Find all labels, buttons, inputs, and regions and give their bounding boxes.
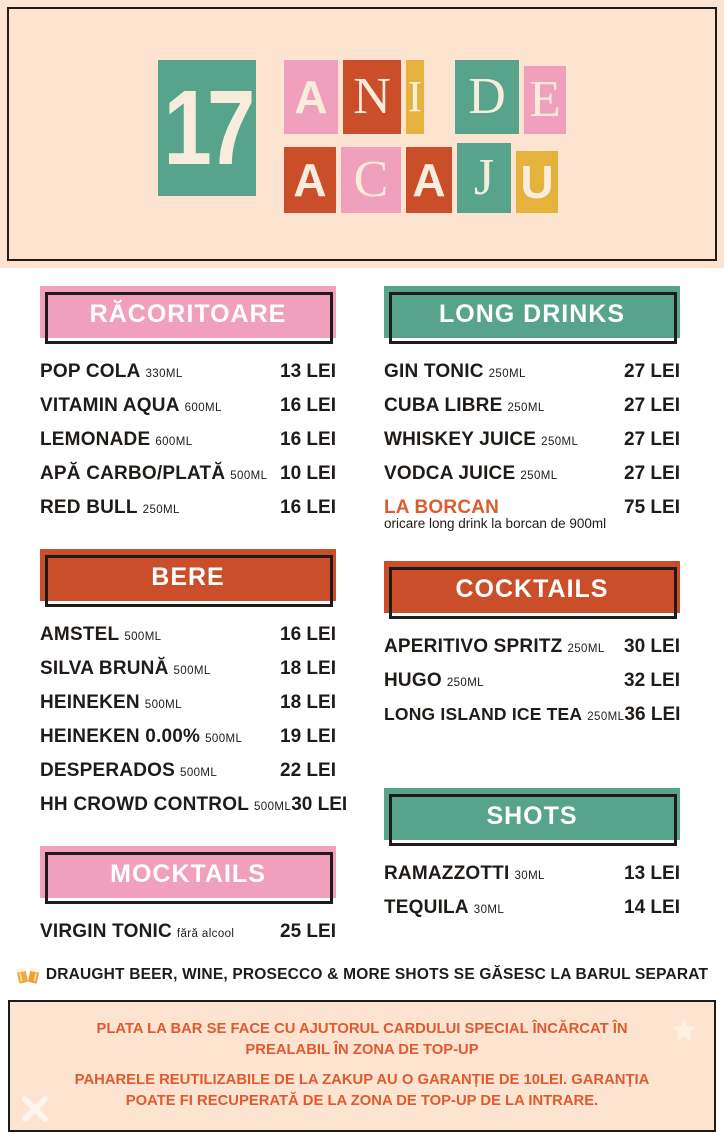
item-name: RED BULL — [40, 497, 138, 518]
menu-item — [384, 664, 680, 698]
logo-letter-tile: A — [284, 147, 336, 213]
item-size: 250ML — [142, 504, 180, 516]
section-title: RĂCORITOARE — [89, 299, 287, 328]
item-price: 27 LEI — [624, 463, 680, 484]
item-price: 18 LEI — [280, 658, 336, 679]
item-list — [40, 618, 348, 822]
item-name: HEINEKEN — [40, 692, 140, 713]
item-size: 600ML — [184, 402, 222, 414]
section-title: COCKTAILS — [455, 574, 609, 603]
x-icon — [20, 1094, 50, 1124]
section-bere — [40, 549, 348, 822]
logo-row-ani-de — [284, 60, 566, 134]
menu-item — [40, 355, 336, 389]
item-price: 22 LEI — [280, 760, 336, 781]
left-column — [40, 286, 348, 949]
section-title: BERE — [151, 562, 225, 591]
beer-mugs-icon — [16, 965, 40, 985]
item-price: 10 LEI — [280, 463, 336, 484]
menu-item — [40, 491, 336, 525]
item-name: AMSTEL — [40, 624, 120, 645]
logo-letter-tile: C — [341, 147, 401, 213]
item-size: 250ML — [488, 368, 526, 380]
logo-letter-tile: U — [516, 151, 558, 213]
item-price: 13 LEI — [280, 361, 336, 382]
menu-item — [40, 423, 336, 457]
anniversary-logo — [0, 0, 724, 213]
item-size: 250ML — [446, 677, 484, 689]
item-list — [384, 355, 680, 519]
menu-item-special — [384, 491, 680, 519]
item-name: CUBA LIBRE — [384, 395, 503, 416]
item-price: 16 LEI — [280, 395, 336, 416]
separate-bar-note — [0, 965, 724, 985]
item-name: GIN TONIC — [384, 361, 484, 382]
item-size: 600ML — [155, 436, 193, 448]
menu-item — [384, 457, 680, 491]
menu-item — [40, 389, 336, 423]
section-header — [40, 846, 336, 898]
item-price: 25 LEI — [280, 921, 336, 942]
menu-body — [0, 268, 724, 949]
menu-item — [384, 857, 680, 891]
menu-item — [40, 686, 336, 720]
section-title: SHOTS — [486, 801, 578, 830]
item-price: 14 LEI — [624, 897, 680, 918]
section-header — [40, 549, 336, 601]
menu-item — [384, 389, 680, 423]
item-name: LONG ISLAND ICE TEA — [384, 704, 583, 724]
item-name: APERITIVO SPRITZ — [384, 636, 563, 657]
item-price: 13 LEI — [624, 863, 680, 884]
item-size: 500ML — [205, 733, 243, 745]
menu-item — [384, 698, 680, 732]
logo-letter-tile: A — [406, 147, 452, 213]
item-name: RAMAZZOTTI — [384, 863, 510, 884]
section-cocktails — [384, 561, 680, 732]
logo-row-acaju — [284, 143, 566, 213]
item-price: 30 LEI — [624, 636, 680, 657]
menu-item — [384, 355, 680, 389]
item-name: LA BORCAN — [384, 497, 500, 518]
item-size: 250ML — [567, 643, 605, 655]
item-price: 16 LEI — [280, 624, 336, 645]
item-name: HUGO — [384, 670, 442, 691]
item-name: VODCA JUICE — [384, 463, 516, 484]
menu-item — [40, 754, 336, 788]
item-size: 30ML — [514, 870, 545, 882]
item-price: 30 LEI — [291, 794, 348, 815]
item-price: 18 LEI — [280, 692, 336, 713]
menu-item — [384, 891, 680, 925]
special-item-note: oricare long drink la borcan de 900ml — [384, 516, 607, 531]
logo-letter-tile: J — [457, 143, 511, 213]
item-price: 32 LEI — [624, 670, 680, 691]
item-size: 500ML — [254, 801, 292, 813]
section-title: LONG DRINKS — [439, 299, 625, 328]
item-size: 30ML — [473, 904, 505, 916]
menu-item — [40, 915, 336, 949]
menu-item — [40, 618, 336, 652]
notice-line-1: PLATA LA BAR SE FACE CU AJUTORUL CARDULUI SPECIAL ÎNCĂRCAT ÎN PREALABIL ÎN ZONA DE TOP-UP — [96, 1021, 628, 1058]
menu-item — [40, 652, 336, 686]
item-size: fără alcool — [176, 928, 235, 940]
logo-letters — [284, 60, 566, 213]
item-price: 36 LEI — [624, 704, 681, 725]
menu-item — [384, 423, 680, 457]
item-name: DESPERADOS — [40, 760, 176, 781]
item-price: 27 LEI — [624, 429, 680, 450]
section-header — [40, 286, 336, 338]
item-list — [40, 915, 336, 949]
section-racoritoare — [40, 286, 336, 525]
item-price: 27 LEI — [624, 361, 680, 382]
item-list — [384, 857, 680, 925]
section-header — [384, 286, 680, 338]
item-size: 500ML — [144, 699, 182, 711]
item-name: HEINEKEN 0.00% — [40, 726, 201, 747]
item-size: 500ML — [173, 665, 211, 677]
item-size: 500ML — [124, 631, 162, 643]
item-size: 250ML — [520, 470, 558, 482]
item-size: 250ML — [587, 711, 625, 723]
menu-item — [40, 720, 336, 754]
separate-bar-note-text: DRAUGHT BEER, WINE, PROSECCO & MORE SHOTS SE GĂSESC LA BARUL SEPARAT — [45, 966, 709, 983]
logo-letter-tile: D — [455, 60, 519, 134]
item-size: 330ML — [145, 368, 183, 380]
item-name: SILVA BRUNĂ — [40, 658, 169, 679]
section-title: MOCKTAILS — [110, 859, 266, 888]
header-banner — [0, 0, 724, 268]
logo-letter-tile: I — [406, 60, 424, 134]
item-size: 500ML — [230, 470, 268, 482]
item-price: 16 LEI — [280, 497, 336, 518]
item-price: 75 LEI — [624, 497, 680, 518]
logo-letter-tile: A — [284, 60, 338, 134]
menu-item — [384, 630, 680, 664]
item-name: VITAMIN AQUA — [40, 395, 180, 416]
section-long-drinks — [384, 286, 680, 531]
item-name: VIRGIN TONIC — [40, 921, 172, 942]
item-name: POP COLA — [40, 361, 141, 382]
item-name: WHISKEY JUICE — [384, 429, 537, 450]
notice-line-2: PAHARELE REUTILIZABILE DE LA ZAKUP AU O GARANȚIE DE 10LEI. GARANȚIA POATE FI RECUPERATĂ DE LA ZONA DE TOP-UP DE LA INTRARE. — [74, 1072, 650, 1109]
item-list — [40, 355, 336, 525]
item-name: APĂ CARBO/PLATĂ — [40, 463, 226, 484]
payment-notice-box — [8, 1000, 716, 1132]
item-price: 19 LEI — [280, 726, 336, 747]
menu-item — [40, 788, 348, 822]
item-name: HH CROWD CONTROL — [40, 794, 250, 815]
star-icon — [670, 1016, 698, 1044]
item-size: 250ML — [541, 436, 579, 448]
item-name: TEQUILA — [384, 897, 469, 918]
item-size: 250ML — [507, 402, 545, 414]
section-header — [384, 788, 680, 840]
section-mocktails — [40, 846, 336, 949]
logo-letter-tile: E — [524, 66, 566, 134]
item-price: 16 LEI — [280, 429, 336, 450]
logo-number-tile — [158, 60, 256, 196]
item-list — [384, 630, 680, 732]
item-size: 500ML — [180, 767, 218, 779]
right-column — [384, 286, 680, 949]
logo-letter-tile: N — [343, 60, 401, 134]
item-name: LEMONADE — [40, 429, 151, 450]
item-price: 27 LEI — [624, 395, 680, 416]
logo-number: 17 — [163, 69, 251, 187]
section-shots — [384, 788, 680, 925]
section-header — [384, 561, 680, 613]
menu-item — [40, 457, 336, 491]
